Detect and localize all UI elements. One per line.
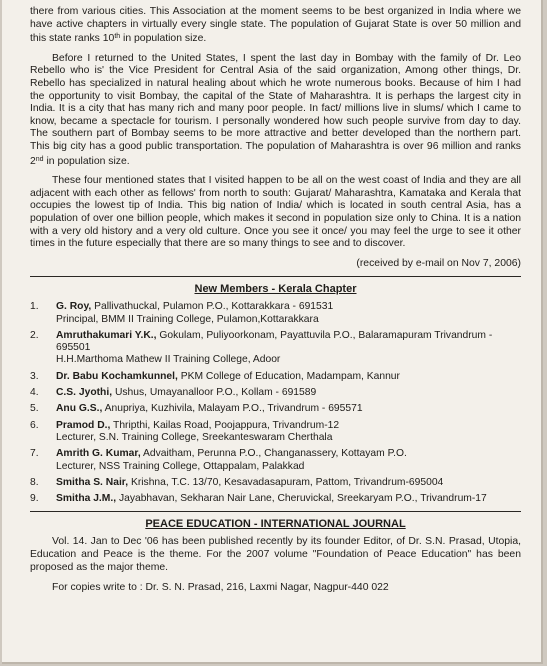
member-item xyxy=(30,387,521,399)
document-page xyxy=(2,0,543,664)
member-affiliation: Principal, BMM II Training College, Pulamon,Kottarakkara xyxy=(56,313,319,325)
member-number: 3. xyxy=(30,370,39,382)
member-number: 7. xyxy=(30,448,39,460)
member-details xyxy=(56,493,521,505)
member-name: Anu G.S., xyxy=(56,403,103,415)
member-name: Dr. Babu Kochamkunnel, xyxy=(56,370,178,382)
received-note: (received by e-mail on Nov 7, 2006) xyxy=(356,257,521,269)
section-divider xyxy=(30,511,521,512)
member-details xyxy=(56,387,521,399)
member-name: G. Roy, xyxy=(56,301,92,313)
paragraph-bombay: Before I returned to the United States, I spent the last day in Bombay with the family of Dr. Leo Rebello who is' the Vice President for Central Asia of the said organization, Among other things, Dr. Rebello has specialized in natural healing about which he wrote numerous books. Because of him I had the opportunity to visit Bombay, the capital of the State of Maharashtra. It is perhaps the largest city in India. It is a city that has many rich and many poor people. In fact/ millions live in slums/ which I came to know, became a spectacle for tourism. I personally wondered how such people survive from day to day. The southern part of Bombay seems to be more attractive and better developed than the northern part. This big city has a good public transportation. The population of Maharashtra is over 96 million and ranks 2nd in population size. xyxy=(30,52,521,167)
member-address: Anupriya, Kuzhivila, Malayam P.O., Trivandrum - 695571 xyxy=(102,403,363,415)
member-number: 4. xyxy=(30,387,39,399)
member-item xyxy=(30,371,521,383)
member-item xyxy=(30,301,521,326)
member-details xyxy=(56,420,521,445)
member-address: Gokulam, Puliyoorkonam, Payattuvila P.O., Balaramapuram Trivandrum - 695501 xyxy=(56,329,493,354)
member-address: Krishna, T.C. 13/70, Kesavadasapuram, Pattom, Trivandrum-695004 xyxy=(128,476,444,488)
member-affiliation: H.H.Marthoma Mathew II Training College, Adoor xyxy=(56,354,281,366)
member-item xyxy=(30,477,521,489)
paragraph-india: These four mentioned states that I visited happen to be all on the west coast of India and they are all adjacent with each other as fellows' from north to south: Gujarat/ Maharashtra, Kamataka and Kerala that occupies the lowest tip of India. This big nation of India/ which is located in south central Asia, has a population of over one billion people, which makes it second in population size only to China. It is a nation with a very old history and a very old culture. Once you see it once/ you may feel the urge to see it other times in the future especially that there are so many things to see and to discover. xyxy=(30,175,521,250)
members-heading: New Members - Kerala Chapter xyxy=(194,283,357,296)
member-name: Smitha S. Nair, xyxy=(56,476,129,488)
member-affiliation: Lecturer, S.N. Training College, Sreekanteswaram Cherthala xyxy=(56,431,333,443)
member-number: 6. xyxy=(30,419,39,431)
member-address: PKM College of Education, Madampam, Kannur xyxy=(177,370,400,382)
member-name: Pramod D., xyxy=(56,419,111,431)
ordinal-suffix: th xyxy=(114,33,121,41)
member-name: Amrith G. Kumar, xyxy=(56,448,141,460)
member-details xyxy=(56,477,521,489)
member-address: Jayabhavan, Sekharan Nair Lane, Cheruvickal, Sreekaryam P.O., Trivandrum-17 xyxy=(116,493,487,505)
member-details xyxy=(56,301,521,326)
member-details xyxy=(56,403,521,415)
member-affiliation: Lecturer, NSS Training College, Ottappalam, Palakkad xyxy=(56,460,305,472)
member-item xyxy=(30,403,521,415)
member-item xyxy=(30,448,521,473)
member-item xyxy=(30,330,521,367)
section-divider xyxy=(30,276,521,277)
journal-heading: PEACE EDUCATION - INTERNATIONAL JOURNAL xyxy=(145,518,406,531)
members-list xyxy=(30,301,521,505)
copies-address: For copies write to : Dr. S. N. Prasad, 216, Laxmi Nagar, Nagpur-440 022 xyxy=(52,582,389,594)
member-number: 1. xyxy=(30,301,39,313)
member-name: C.S. Jyothi, xyxy=(56,387,113,399)
member-address: Ushus, Umayanalloor P.O., Kollam - 691589 xyxy=(112,387,317,399)
member-number: 9. xyxy=(30,493,39,505)
member-details xyxy=(56,330,521,367)
member-address: Advaitham, Perunna P.O., Changanassery, Kottayam P.O. xyxy=(140,448,407,460)
member-item xyxy=(30,420,521,445)
member-item xyxy=(30,493,521,505)
ordinal-suffix: nd xyxy=(35,155,44,163)
member-details xyxy=(56,448,521,473)
member-name: Smitha J.M., xyxy=(56,493,117,505)
member-address: Thripthi, Kailas Road, Poojappura, Trivandrum-12 xyxy=(110,419,340,431)
member-name: Amruthakumari Y.K., xyxy=(56,329,157,341)
member-number: 8. xyxy=(30,476,39,488)
paragraph-gujarat: there from various cities. This Association at the moment seems to be best organized in India where we have active chapters in virtually every single state. The population of Gujarat State is over 50 million and this state ranks 10th in population size. xyxy=(30,6,521,45)
journal-description: Vol. 14. Jan to Dec '06 has been published recently by its founder Editor, of Dr. S.N. Prasad, Utopia, Education and Peace is the theme. For the 2007 volume "Foundation of Peace Education" has been proposed as the major theme. xyxy=(30,536,521,573)
member-number: 5. xyxy=(30,403,39,415)
member-address: Pallivathuckal, Pulamon P.O., Kottarakkara - 691531 xyxy=(91,301,334,313)
member-number: 2. xyxy=(30,329,39,341)
member-details xyxy=(56,371,521,383)
